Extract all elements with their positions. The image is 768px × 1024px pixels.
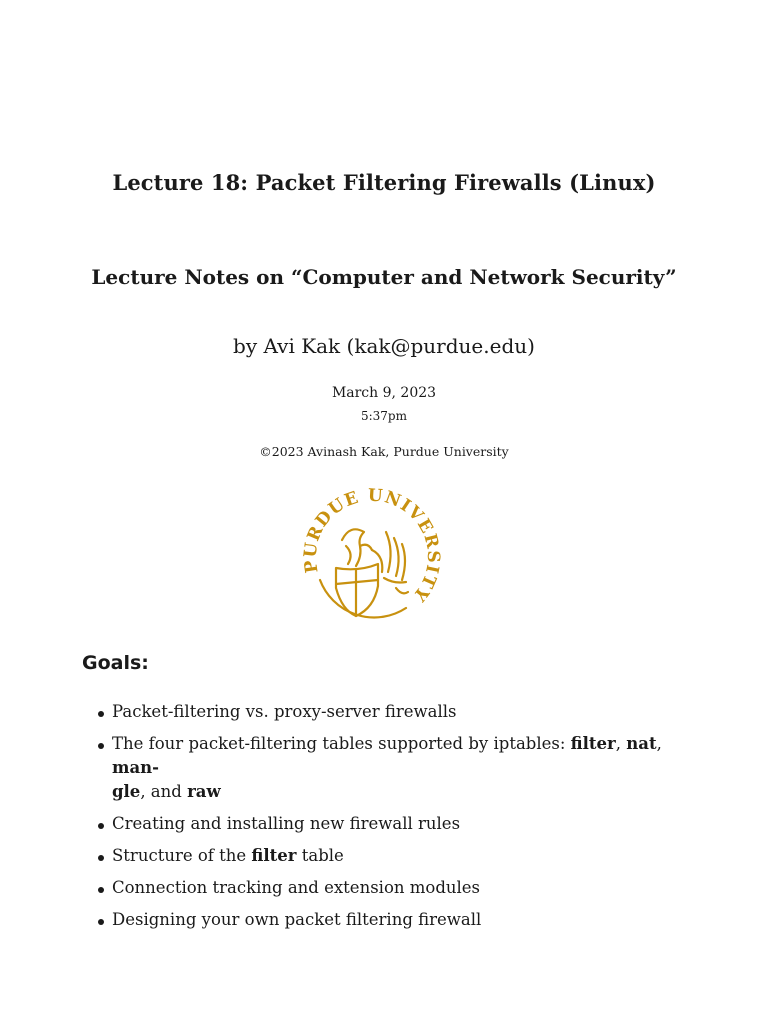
svg-text:PURDUE UNIVERSITY: PURDUE UNIVERSITY xyxy=(300,485,443,606)
date: March 9, 2023 xyxy=(331,385,437,401)
term-filter: filter xyxy=(251,846,297,865)
list-item xyxy=(96,732,676,804)
list-item xyxy=(96,876,676,900)
series-title: Lecture Notes on “Computer and Network Security” xyxy=(91,265,677,289)
goal-text: Structure of the xyxy=(112,846,252,865)
purdue-seal-icon xyxy=(298,480,448,630)
list-item xyxy=(96,844,676,868)
list-item xyxy=(96,812,676,836)
goal-text: Connection tracking and extension modules xyxy=(112,878,481,897)
lecture-title: Lecture 18: Packet Filtering Firewalls (Linux) xyxy=(112,170,656,195)
term-nat: nat xyxy=(626,734,657,753)
separator: , and xyxy=(140,782,188,801)
term-mangle-part2: gle xyxy=(112,782,141,801)
goal-text: Creating and installing new firewall rules xyxy=(112,814,461,833)
list-item xyxy=(96,700,676,724)
separator: , xyxy=(615,734,627,753)
time: 5:37pm xyxy=(360,409,407,423)
separator: , xyxy=(656,734,662,753)
term-raw: raw xyxy=(187,782,221,801)
goal-text: table xyxy=(296,846,344,865)
copyright: ©2023 Avinash Kak, Purdue University xyxy=(259,444,509,459)
goal-text: Packet-filtering vs. proxy-server firewalls xyxy=(112,702,457,721)
goals-heading: Goals: xyxy=(82,652,149,674)
term-mangle-part1: man- xyxy=(112,758,159,777)
author-line: by Avi Kak (kak@purdue.edu) xyxy=(233,334,535,358)
list-item xyxy=(96,908,676,932)
goal-text: Designing your own packet filtering firewall xyxy=(112,910,482,929)
term-filter: filter xyxy=(570,734,616,753)
goals-list xyxy=(96,700,676,940)
goal-text: The four packet-filtering tables supported by iptables: xyxy=(112,734,571,753)
